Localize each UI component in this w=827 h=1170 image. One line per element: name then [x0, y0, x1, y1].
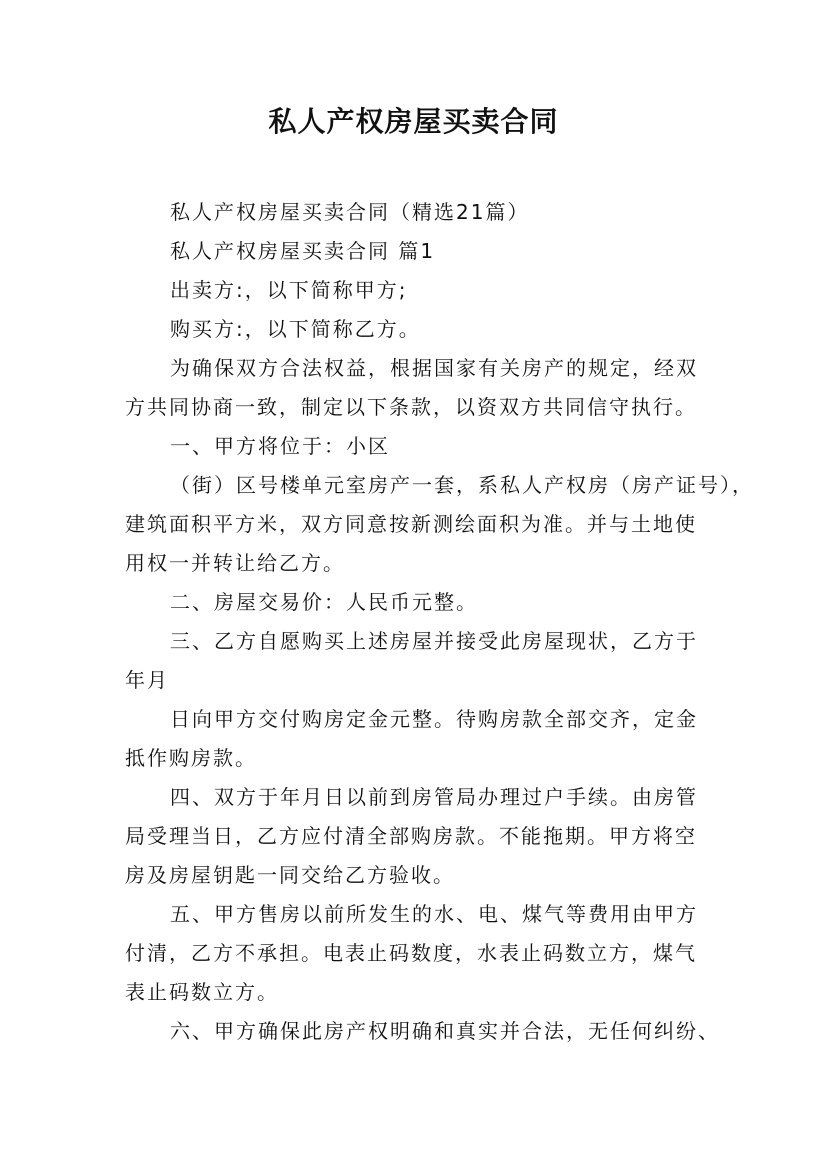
- paragraph-line: 年月: [125, 668, 169, 692]
- paragraph-line: 六、甲方确保此房产权明确和真实并合法，无任何纠纷、: [170, 1019, 720, 1043]
- paragraph-line: 购买方:，以下简称乙方。: [170, 317, 421, 341]
- paragraph-line: 建筑面积平方米，双方同意按新测绘面积为准。并与土地使: [125, 512, 697, 536]
- paragraph-line: 方共同协商一致，制定以下条款，以资双方共同信守执行。: [125, 395, 697, 419]
- paragraph-line: 私人产权房屋买卖合同（精选21篇）: [170, 200, 530, 224]
- paragraph-line: 一、甲方将位于：小区: [170, 434, 390, 458]
- paragraph-line: 房及房屋钥匙一同交给乙方验收。: [125, 863, 455, 887]
- document-title: 私人产权房屋买卖合同: [268, 105, 559, 138]
- paragraph-line: 五、甲方售房以前所发生的水、电、煤气等费用由甲方: [170, 902, 698, 926]
- paragraph-line: 日向甲方交付购房定金元整。待购房款全部交齐，定金: [170, 707, 698, 731]
- paragraph-line: 抵作购房款。: [125, 746, 257, 770]
- paragraph-line: 为确保双方合法权益，根据国家有关房产的规定，经双: [170, 356, 698, 380]
- paragraph-line: 付清，乙方不承担。电表止码数度，水表止码数立方，煤气: [125, 941, 697, 965]
- paragraph-line: 二、房屋交易价：人民币元整。: [170, 590, 478, 614]
- paragraph-line: 私人产权房屋买卖合同 篇1: [170, 239, 436, 263]
- paragraph-line: 用权一并转让给乙方。: [125, 551, 345, 575]
- paragraph-line: 局受理当日，乙方应付清全部购房款。不能拖期。甲方将空: [125, 824, 697, 848]
- paragraph-line: 表止码数立方。: [125, 980, 279, 1004]
- paragraph-line: 三、乙方自愿购买上述房屋并接受此房屋现状，乙方于: [170, 629, 698, 653]
- paragraph-line: 四、双方于年月日以前到房管局办理过户手续。由房管: [170, 785, 698, 809]
- paragraph-line: （街）区号楼单元室房产一套，系私人产权房（房产证号），: [170, 473, 754, 497]
- paragraph-line: 出卖方:，以下简称甲方;: [170, 278, 408, 302]
